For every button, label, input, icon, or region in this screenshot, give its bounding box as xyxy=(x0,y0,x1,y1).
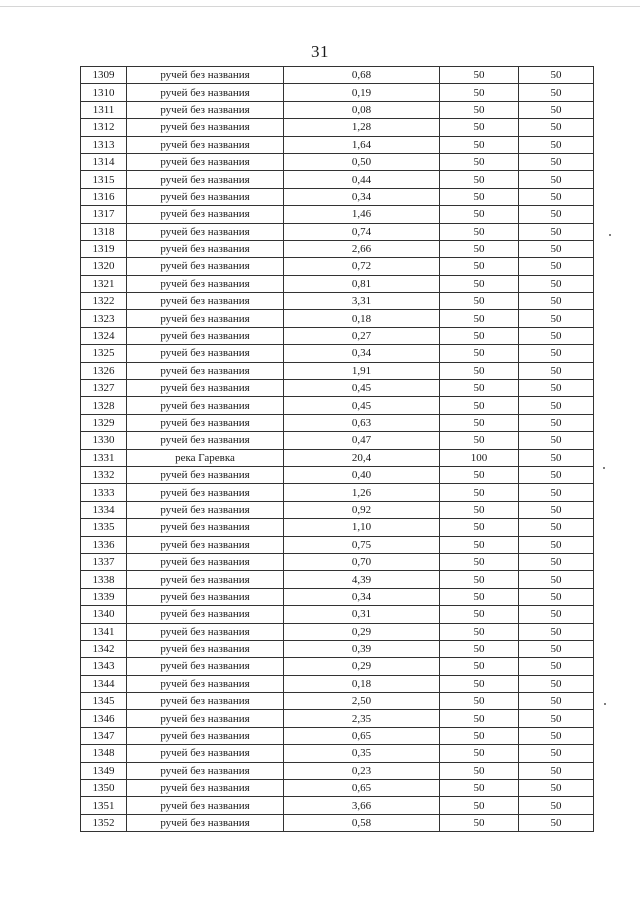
cell-number: 1318 xyxy=(81,223,127,240)
cell-col5: 50 xyxy=(519,432,594,449)
cell-col5: 50 xyxy=(519,658,594,675)
cell-length: 0,34 xyxy=(284,188,440,205)
cell-length: 20,4 xyxy=(284,449,440,466)
table-row xyxy=(81,710,594,727)
cell-name: ручей без названия xyxy=(127,84,284,101)
cell-number: 1313 xyxy=(81,136,127,153)
cell-col4: 50 xyxy=(440,240,519,257)
cell-col5: 50 xyxy=(519,153,594,170)
cell-length: 0,19 xyxy=(284,84,440,101)
cell-length: 0,39 xyxy=(284,640,440,657)
cell-number: 1347 xyxy=(81,727,127,744)
cell-col4: 100 xyxy=(440,449,519,466)
cell-col5: 50 xyxy=(519,588,594,605)
cell-number: 1315 xyxy=(81,171,127,188)
cell-col5: 50 xyxy=(519,206,594,223)
cell-col4: 50 xyxy=(440,101,519,118)
cell-name: ручей без названия xyxy=(127,797,284,814)
cell-name: ручей без названия xyxy=(127,484,284,501)
cell-name: ручей без названия xyxy=(127,606,284,623)
cell-number: 1346 xyxy=(81,710,127,727)
cell-name: ручей без названия xyxy=(127,206,284,223)
cell-length: 0,40 xyxy=(284,466,440,483)
table-row xyxy=(81,797,594,814)
cell-number: 1317 xyxy=(81,206,127,223)
cell-name: ручей без названия xyxy=(127,362,284,379)
cell-length: 0,45 xyxy=(284,380,440,397)
cell-length: 1,28 xyxy=(284,119,440,136)
cell-col4: 50 xyxy=(440,640,519,657)
table-row xyxy=(81,640,594,657)
cell-col5: 50 xyxy=(519,275,594,292)
cell-number: 1310 xyxy=(81,84,127,101)
table-row xyxy=(81,345,594,362)
cell-name: ручей без названия xyxy=(127,640,284,657)
cell-number: 1323 xyxy=(81,310,127,327)
cell-name: ручей без названия xyxy=(127,327,284,344)
cell-col5: 50 xyxy=(519,745,594,762)
cell-col4: 50 xyxy=(440,275,519,292)
cell-col4: 50 xyxy=(440,553,519,570)
cell-col5: 50 xyxy=(519,519,594,536)
cell-length: 0,65 xyxy=(284,727,440,744)
cell-length: 0,44 xyxy=(284,171,440,188)
cell-number: 1340 xyxy=(81,606,127,623)
cell-col4: 50 xyxy=(440,745,519,762)
table-row xyxy=(81,484,594,501)
cell-col4: 50 xyxy=(440,780,519,797)
cell-number: 1350 xyxy=(81,780,127,797)
cell-length: 0,63 xyxy=(284,414,440,431)
cell-col4: 50 xyxy=(440,519,519,536)
cell-col5: 50 xyxy=(519,258,594,275)
table-row xyxy=(81,780,594,797)
cell-number: 1349 xyxy=(81,762,127,779)
cell-number: 1343 xyxy=(81,658,127,675)
cell-col5: 50 xyxy=(519,449,594,466)
cell-length: 0,50 xyxy=(284,153,440,170)
cell-col5: 50 xyxy=(519,623,594,640)
cell-col4: 50 xyxy=(440,536,519,553)
cell-name: ручей без названия xyxy=(127,501,284,518)
cell-col4: 50 xyxy=(440,136,519,153)
table-row xyxy=(81,293,594,310)
cell-col4: 50 xyxy=(440,606,519,623)
cell-number: 1342 xyxy=(81,640,127,657)
cell-length: 0,72 xyxy=(284,258,440,275)
cell-col5: 50 xyxy=(519,797,594,814)
cell-number: 1352 xyxy=(81,814,127,831)
cell-length: 0,34 xyxy=(284,588,440,605)
cell-col4: 50 xyxy=(440,571,519,588)
cell-col5: 50 xyxy=(519,780,594,797)
table-row xyxy=(81,84,594,101)
cell-col4: 50 xyxy=(440,693,519,710)
table-row xyxy=(81,814,594,831)
cell-col4: 50 xyxy=(440,727,519,744)
table-row xyxy=(81,501,594,518)
cell-col5: 50 xyxy=(519,571,594,588)
cell-length: 0,34 xyxy=(284,345,440,362)
cell-name: ручей без названия xyxy=(127,345,284,362)
table-row xyxy=(81,414,594,431)
cell-col4: 50 xyxy=(440,466,519,483)
table-row xyxy=(81,258,594,275)
cell-name: ручей без названия xyxy=(127,67,284,84)
cell-length: 0,35 xyxy=(284,745,440,762)
cell-name: ручей без названия xyxy=(127,571,284,588)
cell-col5: 50 xyxy=(519,710,594,727)
cell-number: 1351 xyxy=(81,797,127,814)
cell-number: 1332 xyxy=(81,466,127,483)
table-row xyxy=(81,119,594,136)
cell-col5: 50 xyxy=(519,693,594,710)
table-row xyxy=(81,101,594,118)
cell-length: 1,91 xyxy=(284,362,440,379)
cell-number: 1314 xyxy=(81,153,127,170)
cell-length: 3,66 xyxy=(284,797,440,814)
table-row xyxy=(81,606,594,623)
cell-length: 0,23 xyxy=(284,762,440,779)
table-row xyxy=(81,536,594,553)
cell-name: ручей без названия xyxy=(127,380,284,397)
table-row xyxy=(81,745,594,762)
cell-number: 1320 xyxy=(81,258,127,275)
cell-col4: 50 xyxy=(440,484,519,501)
cell-col4: 50 xyxy=(440,623,519,640)
table-row xyxy=(81,380,594,397)
cell-number: 1316 xyxy=(81,188,127,205)
cell-number: 1321 xyxy=(81,275,127,292)
cell-name: ручей без названия xyxy=(127,240,284,257)
scan-speck xyxy=(609,234,611,236)
cell-number: 1333 xyxy=(81,484,127,501)
cell-col5: 50 xyxy=(519,362,594,379)
cell-length: 0,92 xyxy=(284,501,440,518)
table-row xyxy=(81,275,594,292)
table-row xyxy=(81,553,594,570)
cell-name: ручей без названия xyxy=(127,293,284,310)
cell-length: 2,66 xyxy=(284,240,440,257)
cell-col5: 50 xyxy=(519,84,594,101)
cell-name: ручей без названия xyxy=(127,397,284,414)
table-row xyxy=(81,519,594,536)
cell-col5: 50 xyxy=(519,380,594,397)
cell-number: 1348 xyxy=(81,745,127,762)
cell-number: 1324 xyxy=(81,327,127,344)
cell-length: 0,29 xyxy=(284,658,440,675)
cell-col4: 50 xyxy=(440,814,519,831)
cell-name: ручей без названия xyxy=(127,101,284,118)
cell-number: 1335 xyxy=(81,519,127,536)
cell-name: ручей без названия xyxy=(127,658,284,675)
cell-col5: 50 xyxy=(519,327,594,344)
cell-number: 1338 xyxy=(81,571,127,588)
cell-number: 1309 xyxy=(81,67,127,84)
cell-col4: 50 xyxy=(440,67,519,84)
cell-col4: 50 xyxy=(440,206,519,223)
cell-col5: 50 xyxy=(519,345,594,362)
cell-length: 0,18 xyxy=(284,675,440,692)
cell-name: ручей без названия xyxy=(127,466,284,483)
cell-col5: 50 xyxy=(519,293,594,310)
cell-number: 1329 xyxy=(81,414,127,431)
table-body xyxy=(81,67,594,832)
table-row xyxy=(81,67,594,84)
cell-name: ручей без названия xyxy=(127,536,284,553)
cell-number: 1336 xyxy=(81,536,127,553)
table-row xyxy=(81,658,594,675)
cell-length: 0,45 xyxy=(284,397,440,414)
cell-number: 1325 xyxy=(81,345,127,362)
cell-col4: 50 xyxy=(440,414,519,431)
cell-col5: 50 xyxy=(519,536,594,553)
table-row xyxy=(81,397,594,414)
cell-name: ручей без названия xyxy=(127,258,284,275)
cell-name: ручей без названия xyxy=(127,223,284,240)
cell-number: 1312 xyxy=(81,119,127,136)
cell-name: ручей без названия xyxy=(127,623,284,640)
cell-length: 0,74 xyxy=(284,223,440,240)
cell-col5: 50 xyxy=(519,223,594,240)
cell-col5: 50 xyxy=(519,136,594,153)
cell-col5: 50 xyxy=(519,675,594,692)
cell-number: 1334 xyxy=(81,501,127,518)
cell-number: 1326 xyxy=(81,362,127,379)
cell-col4: 50 xyxy=(440,675,519,692)
cell-length: 0,75 xyxy=(284,536,440,553)
cell-col4: 50 xyxy=(440,293,519,310)
cell-col5: 50 xyxy=(519,240,594,257)
cell-name: ручей без названия xyxy=(127,762,284,779)
cell-col4: 50 xyxy=(440,327,519,344)
scan-speck xyxy=(603,467,605,469)
table-row xyxy=(81,188,594,205)
cell-length: 1,64 xyxy=(284,136,440,153)
cell-col4: 50 xyxy=(440,223,519,240)
table-row xyxy=(81,310,594,327)
table-row xyxy=(81,693,594,710)
cell-name: ручей без названия xyxy=(127,814,284,831)
table-row xyxy=(81,153,594,170)
cell-name: ручей без названия xyxy=(127,275,284,292)
table-row xyxy=(81,466,594,483)
cell-col4: 50 xyxy=(440,432,519,449)
cell-number: 1341 xyxy=(81,623,127,640)
cell-col5: 50 xyxy=(519,814,594,831)
cell-number: 1328 xyxy=(81,397,127,414)
cell-length: 0,47 xyxy=(284,432,440,449)
table-row xyxy=(81,449,594,466)
table-row xyxy=(81,171,594,188)
table-row xyxy=(81,571,594,588)
cell-col4: 50 xyxy=(440,258,519,275)
table-row xyxy=(81,623,594,640)
cell-name: ручей без названия xyxy=(127,414,284,431)
cell-name: ручей без названия xyxy=(127,136,284,153)
cell-col4: 50 xyxy=(440,658,519,675)
cell-name: ручей без названия xyxy=(127,153,284,170)
cell-number: 1344 xyxy=(81,675,127,692)
cell-length: 0,31 xyxy=(284,606,440,623)
cell-name: ручей без названия xyxy=(127,553,284,570)
cell-col4: 50 xyxy=(440,84,519,101)
cell-name: река Гаревка xyxy=(127,449,284,466)
cell-col4: 50 xyxy=(440,588,519,605)
table-row xyxy=(81,362,594,379)
cell-number: 1311 xyxy=(81,101,127,118)
cell-col4: 50 xyxy=(440,397,519,414)
cell-col5: 50 xyxy=(519,466,594,483)
cell-name: ручей без названия xyxy=(127,780,284,797)
cell-name: ручей без названия xyxy=(127,310,284,327)
cell-name: ручей без названия xyxy=(127,588,284,605)
cell-name: ручей без названия xyxy=(127,119,284,136)
cell-col5: 50 xyxy=(519,67,594,84)
cell-col5: 50 xyxy=(519,119,594,136)
cell-number: 1322 xyxy=(81,293,127,310)
cell-col4: 50 xyxy=(440,153,519,170)
cell-number: 1339 xyxy=(81,588,127,605)
cell-length: 2,35 xyxy=(284,710,440,727)
cell-length: 0,08 xyxy=(284,101,440,118)
cell-length: 0,81 xyxy=(284,275,440,292)
cell-col4: 50 xyxy=(440,380,519,397)
cell-name: ручей без названия xyxy=(127,710,284,727)
cell-length: 0,18 xyxy=(284,310,440,327)
cell-name: ручей без названия xyxy=(127,675,284,692)
cell-col5: 50 xyxy=(519,727,594,744)
table-row xyxy=(81,432,594,449)
table-row xyxy=(81,206,594,223)
cell-name: ручей без названия xyxy=(127,432,284,449)
cell-length: 1,10 xyxy=(284,519,440,536)
cell-col5: 50 xyxy=(519,397,594,414)
cell-length: 0,65 xyxy=(284,780,440,797)
cell-number: 1330 xyxy=(81,432,127,449)
cell-col5: 50 xyxy=(519,171,594,188)
cell-length: 3,31 xyxy=(284,293,440,310)
cell-col5: 50 xyxy=(519,188,594,205)
table-row xyxy=(81,762,594,779)
cell-col5: 50 xyxy=(519,762,594,779)
cell-col5: 50 xyxy=(519,414,594,431)
cell-length: 0,68 xyxy=(284,67,440,84)
table-row xyxy=(81,588,594,605)
cell-col4: 50 xyxy=(440,362,519,379)
cell-length: 0,29 xyxy=(284,623,440,640)
page-number: 31 xyxy=(311,42,329,61)
cell-col4: 50 xyxy=(440,119,519,136)
scan-speck xyxy=(604,703,606,705)
cell-col4: 50 xyxy=(440,345,519,362)
cell-name: ручей без названия xyxy=(127,188,284,205)
cell-length: 2,50 xyxy=(284,693,440,710)
cell-col5: 50 xyxy=(519,640,594,657)
cell-col4: 50 xyxy=(440,171,519,188)
table-row xyxy=(81,675,594,692)
cell-number: 1337 xyxy=(81,553,127,570)
water-bodies-table xyxy=(80,66,594,832)
table-row xyxy=(81,327,594,344)
cell-col5: 50 xyxy=(519,606,594,623)
cell-col5: 50 xyxy=(519,553,594,570)
table-row xyxy=(81,240,594,257)
cell-col4: 50 xyxy=(440,710,519,727)
cell-col4: 50 xyxy=(440,310,519,327)
cell-length: 1,46 xyxy=(284,206,440,223)
cell-col4: 50 xyxy=(440,762,519,779)
cell-length: 1,26 xyxy=(284,484,440,501)
cell-col5: 50 xyxy=(519,501,594,518)
cell-col4: 50 xyxy=(440,797,519,814)
table-row xyxy=(81,727,594,744)
cell-length: 0,27 xyxy=(284,327,440,344)
cell-name: ручей без названия xyxy=(127,693,284,710)
cell-name: ручей без названия xyxy=(127,519,284,536)
cell-col5: 50 xyxy=(519,310,594,327)
cell-col4: 50 xyxy=(440,501,519,518)
cell-col5: 50 xyxy=(519,484,594,501)
cell-length: 0,70 xyxy=(284,553,440,570)
table-row xyxy=(81,223,594,240)
cell-number: 1319 xyxy=(81,240,127,257)
cell-number: 1331 xyxy=(81,449,127,466)
table-row xyxy=(81,136,594,153)
cell-number: 1327 xyxy=(81,380,127,397)
cell-name: ручей без названия xyxy=(127,171,284,188)
cell-col4: 50 xyxy=(440,188,519,205)
cell-name: ручей без названия xyxy=(127,745,284,762)
cell-col5: 50 xyxy=(519,101,594,118)
cell-number: 1345 xyxy=(81,693,127,710)
cell-length: 0,58 xyxy=(284,814,440,831)
cell-length: 4,39 xyxy=(284,571,440,588)
cell-name: ручей без названия xyxy=(127,727,284,744)
scan-edge-line xyxy=(0,6,640,7)
